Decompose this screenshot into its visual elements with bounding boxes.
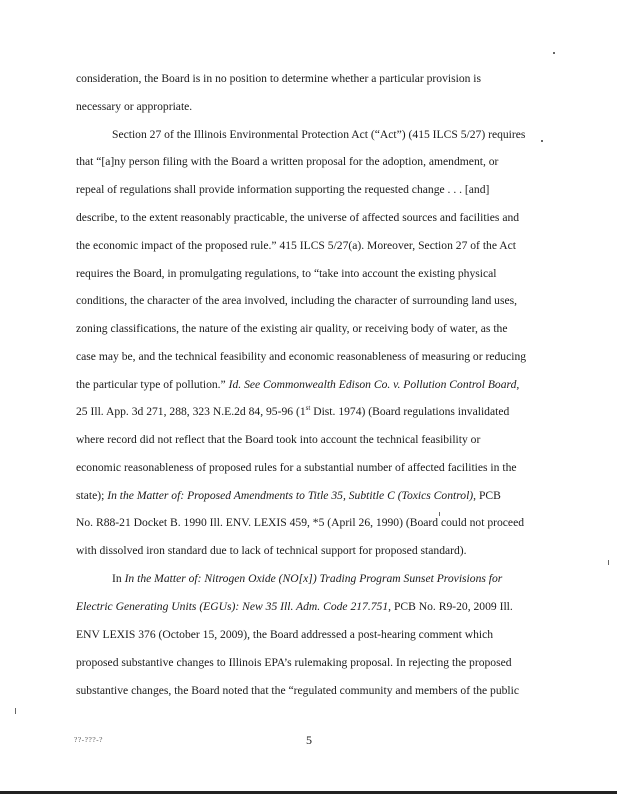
superscript: st (305, 404, 311, 413)
text-line: requires the Board, in promulgating regulations, to “take into account the existing physical (76, 267, 497, 280)
scan-bottom-edge (0, 791, 617, 794)
text-line: No. R88-21 Docket B. 1990 Ill. ENV. LEXIS 459, *5 (April 26, 1990) (Board could not proceed (76, 516, 525, 529)
text-line: zoning classifications, the nature of the existing air quality, or receiving body of water, as the (76, 322, 508, 335)
page-number: 5 (306, 733, 312, 747)
text-line (76, 489, 541, 503)
text-line: substantive changes, the Board noted that the “regulated community and members of the public (76, 684, 520, 697)
text-line: the economic impact of the proposed rule.” 415 ILCS 5/27(a). Moreover, Section 27 of the Act (76, 239, 516, 252)
text-line (112, 572, 577, 586)
text-line: proposed substantive changes to Illinois EPA’s rulemaking proposal. In rejecting the proposed (76, 656, 512, 669)
text-line: necessary or appropriate. (76, 100, 193, 113)
text-run: state); (76, 489, 108, 502)
scan-speck (439, 512, 440, 516)
text-line: describe, to the extent reasonably practicable, the universe of affected sources and facilities and (76, 211, 520, 224)
text-line (76, 378, 541, 392)
footer-document-code: ??-???-? (74, 735, 103, 744)
text-line (76, 600, 541, 614)
citation-italic: Id. See Commonwealth Edison Co. v. Pollution Control Board, (228, 378, 520, 391)
text-line: case may be, and the technical feasibility and economic reasonableness of measuring or reducing (76, 350, 527, 363)
citation-italic: In the Matter of: Nitrogen Oxide (NO[x]) Trading Program Sunset Provisions for (124, 572, 503, 585)
text-run: Dist. 1974) (Board regulations invalidated (310, 405, 510, 418)
scan-speck (608, 560, 609, 565)
text-line: economic reasonableness of proposed rules for a substantial number of affected facilities in the (76, 461, 517, 474)
text-line: Section 27 of the Illinois Environmental Protection Act (“Act”) (415 ILCS 5/27) requires (112, 128, 526, 141)
scan-speck (541, 140, 543, 142)
citation-italic: Electric Generating Units (EGUs): New 35 Ill. Adm. Code 217.751 (76, 600, 389, 613)
text-run: the particular type of pollution.” (76, 378, 229, 391)
scan-speck (15, 708, 16, 714)
text-run: In (112, 572, 125, 585)
citation-italic: In the Matter of: Proposed Amendments to Title 35, Subtitle C (Toxics Control) (107, 489, 474, 502)
text-line: ENV LEXIS 376 (October 15, 2009), the Board addressed a post-hearing comment which (76, 628, 494, 641)
text-line: that “[a]ny person filing with the Board a written proposal for the adoption, amendment, or (76, 155, 499, 168)
text-line: conditions, the character of the area involved, including the character of surrounding land uses, (76, 294, 518, 307)
text-line: with dissolved iron standard due to lack of technical support for proposed standard). (76, 544, 467, 557)
text-run: , PCB No. R9-20, 2009 Ill. (388, 600, 513, 613)
text-run: , PCB (473, 489, 501, 502)
text-run: 25 Ill. App. 3d 271, 288, 323 N.E.2d 84, 95-96 (1 (76, 405, 306, 418)
scan-speck (553, 52, 555, 54)
text-line: where record did not reflect that the Board took into account the technical feasibility or (76, 433, 481, 446)
text-line: consideration, the Board is in no position to determine whether a particular provision is (76, 72, 482, 85)
text-line: repeal of regulations shall provide information supporting the requested change . . . [and] (76, 183, 490, 196)
text-line (76, 405, 541, 419)
